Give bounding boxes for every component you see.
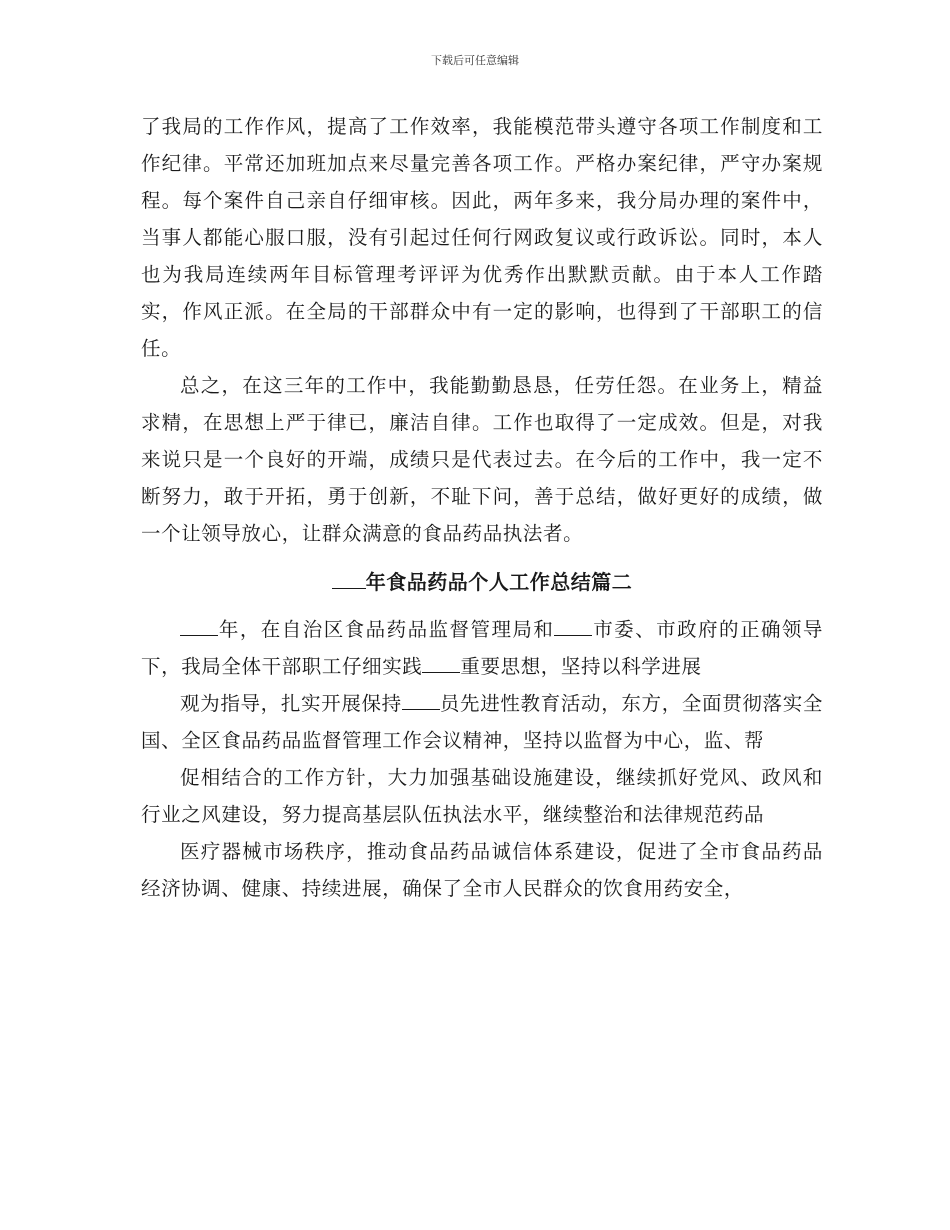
paragraph: 总之，在这三年的工作中，我能勤勤恳恳，任劳任怨。在业务上，精益求精，在思想上严于律已，廉洁自律。工作也取得了一定成效。但是，对我来说只是一个良好的开端，成绩只是代表过去。在今后的工作中，我一定不断努力，敢于开拓，勇于创新，不耻下问，善于总结，做好更好的成绩，做一个让领导放心，让群众满意的食品药品执法者。: [141, 374, 823, 545]
document-body: [141, 108, 823, 907]
fill-in-blank: [402, 691, 440, 710]
page-header: 下载后可任意编辑: [431, 54, 519, 67]
paragraph: 医疗器械市场秩序，推动食品药品诚信体系建设，促进了全市食品药品经济协调、健康、持续进展，确保了全市人民群众的饮食用药安全，: [141, 840, 823, 900]
section-title-text: 年食品药品个人工作总结篇二: [365, 570, 633, 594]
fill-in-blank: [180, 617, 218, 636]
fill-in-blank: [422, 654, 460, 673]
paragraph: [141, 611, 823, 685]
fill-in-blank: [332, 570, 366, 589]
text-run: 重要思想，坚持以科学进展: [460, 655, 702, 678]
paragraph: 促相结合的工作方针，大力加强基础设施建设，继续抓好党风、政风和行业之风建设，努力提高基层队伍执法水平，继续整治和法律规范药品: [141, 766, 823, 826]
text-run: 市委、市政府的正确领导下，我局全体干部职工仔细实践: [141, 618, 823, 678]
section-title: [141, 552, 823, 611]
paragraph: 了我局的工作作风，提高了工作效率，我能模范带头遵守各项工作制度和工作纪律。平常还加班加点来尽量完善各项工作。严格办案纪律，严守办案规程。每个案件自己亲自仔细审核。因此，两年多来，我分局办理的案件中，当事人都能心服口服，没有引起过任何行网政复议或行政诉讼。同时，本人也为我局连续两年目标管理考评评为优秀作出默默贡献。由于本人工作踏实，作风正派。在全局的干部群众中有一定的影响，也得到了干部职工的信任。: [141, 115, 823, 360]
text-run: 年，在自治区食品药品监督管理局和: [218, 618, 555, 641]
text-run: 员先进性教育活动，东方，全面贯彻落实全国、全区食品药品监督管理工作会议精神，坚持以监督为中心，监、帮: [141, 692, 823, 752]
fill-in-blank: [554, 617, 592, 636]
paragraph: [141, 685, 823, 759]
text-run: 观为指导，扎实开展保持: [180, 692, 402, 715]
